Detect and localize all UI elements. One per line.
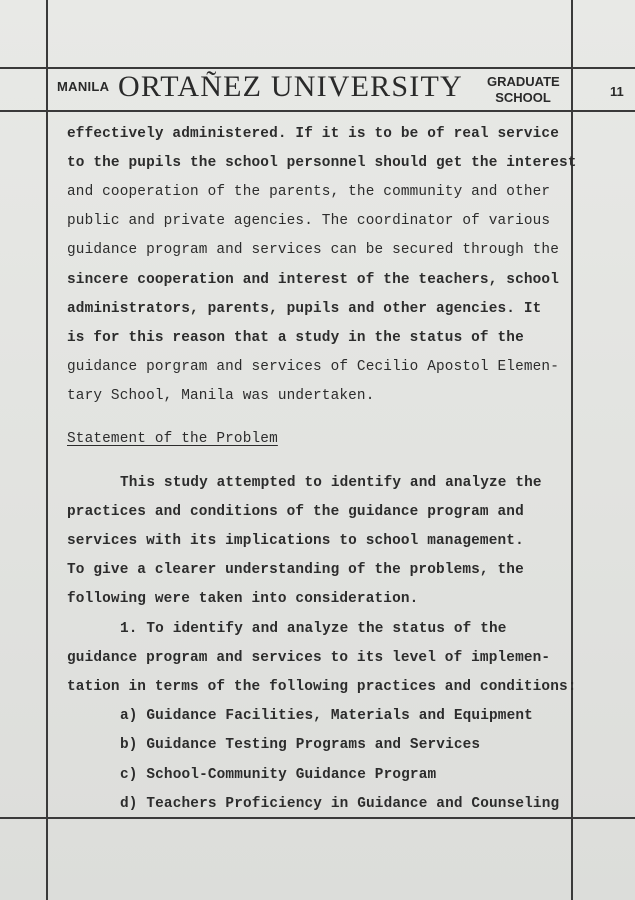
footer-rule [0,817,635,819]
body-line: administrators, parents, pupils and other agencies. It [67,301,542,317]
body-line: guidance program and services can be secured through the [67,242,560,258]
body-line: is for this reason that a study in the status of the [67,330,524,346]
body-line: tary School, Manila was undertaken. [67,388,375,404]
sub-item: a) Guidance Facilities, Materials and Equipment [120,708,533,724]
right-margin-rule [571,0,573,900]
sub-item: c) School-Community Guidance Program [120,767,437,783]
list-item-line: guidance program and services to its level of implemen- [67,650,551,666]
body-line: effectively administered. If it is to be of real service [67,126,560,142]
header-bottom-rule [0,110,635,112]
header-top-rule [0,67,635,69]
body-line: following were taken into consideration. [67,591,419,607]
header-school-line1: GRADUATE [487,74,560,89]
header-city: MANILA [57,79,110,94]
page-number: 11 [610,84,624,99]
list-item-line: tation in terms of the following practices and conditions: [67,679,577,695]
body-line: guidance porgram and services of Cecilio Apostol Elemen- [67,359,560,375]
header-school-line2: SCHOOL [495,90,551,105]
body-line: To give a clearer understanding of the problems, the [67,562,524,578]
body-line: and cooperation of the parents, the community and other [67,184,551,200]
body-line: practices and conditions of the guidance program and [67,504,524,520]
body-line: services with its implications to school management. [67,533,524,549]
left-margin-rule [46,0,48,900]
header-school [487,74,559,106]
sub-item: d) Teachers Proficiency in Guidance and Counseling [120,796,560,812]
sub-item: b) Guidance Testing Programs and Services [120,737,481,753]
body-line: public and private agencies. The coordinator of various [67,213,551,229]
body-line: to the pupils the school personnel should get the interest [67,155,577,171]
body-line: This study attempted to identify and analyze the [120,475,542,491]
list-item-line: 1. To identify and analyze the status of the [120,621,507,637]
header-university-name: ORTAÑEZ UNIVERSITY [118,70,463,103]
section-heading: Statement of the Problem [67,431,278,447]
body-line: sincere cooperation and interest of the teachers, school [67,272,560,288]
